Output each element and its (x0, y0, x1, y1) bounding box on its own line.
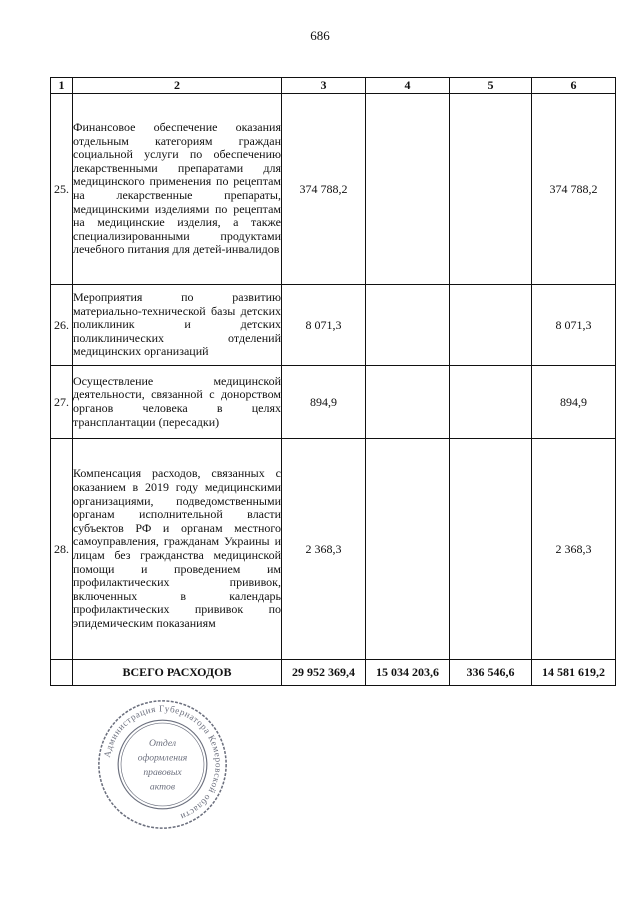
table-row (51, 366, 616, 439)
header-cell-2: 2 (73, 78, 282, 94)
header-cell-4: 4 (366, 78, 450, 94)
total-row (51, 660, 616, 686)
round-seal-stamp-icon (95, 697, 230, 832)
header-cell-1: 1 (51, 78, 73, 94)
row-col5-value (450, 439, 532, 660)
row-col5-value (450, 94, 532, 285)
header-row (51, 78, 616, 94)
page-number: 686 (310, 28, 330, 43)
row-description: Осуществление медицинской деятельности, связанной с донорством органов человека в целях трансплантации (пересадки) (73, 366, 282, 439)
budget-table (50, 77, 616, 686)
row-number: 27. (51, 366, 73, 439)
total-number-cell (51, 660, 73, 686)
table-row (51, 285, 616, 366)
row-number: 28. (51, 439, 73, 660)
total-col4-value: 15 034 203,6 (366, 660, 450, 686)
row-description: Мероприятия по развитию материально-технической базы детских поликлиник и детских поликлинических отделений медицинских организаций (73, 285, 282, 366)
total-col6-value: 14 581 619,2 (532, 660, 616, 686)
row-number: 25. (51, 94, 73, 285)
row-col5-value (450, 366, 532, 439)
row-col6-value: 374 788,2 (532, 94, 616, 285)
row-col6-value: 2 368,3 (532, 439, 616, 660)
row-description: Компенсация расходов, связанных с оказанием в 2019 году медицинскими организациями, подведомственными органам исполнительной власти субъектов РФ и органам местного самоуправления, гражданам Украины и лицам без гражданства медицинской помощи и проведением им профилактических прививок, включенных в календарь профилактических прививок по эпидемическим показаниям (73, 439, 282, 660)
row-col3-value: 894,9 (282, 366, 366, 439)
row-number: 26. (51, 285, 73, 366)
row-description: Финансовое обеспечение оказания отдельным категориям граждан социальной услуги по обеспечению лекарственными препаратами для медицинского применения по рецептам на лекарственные препараты, медицинскими изделиями по рецептам на медицинские изделия, а также специализированными продуктами лечебного питания для детей-инвалидов (73, 94, 282, 285)
row-col4-value (366, 94, 450, 285)
table-row (51, 94, 616, 285)
total-col5-value: 336 546,6 (450, 660, 532, 686)
row-col4-value (366, 439, 450, 660)
table-row (51, 439, 616, 660)
row-col6-value: 894,9 (532, 366, 616, 439)
row-col3-value: 8 071,3 (282, 285, 366, 366)
stamp-center-line: оформления (137, 752, 188, 764)
total-label: ВСЕГО РАСХОДОВ (73, 660, 282, 686)
header-cell-3: 3 (282, 78, 366, 94)
stamp-center-line: Отдел (148, 738, 177, 750)
stamp-ring-text: Администрация Губернатора Кемеровской области (101, 703, 224, 823)
header-cell-6: 6 (532, 78, 616, 94)
row-col5-value (450, 285, 532, 366)
row-col6-value: 8 071,3 (532, 285, 616, 366)
row-col4-value (366, 366, 450, 439)
row-col3-value: 2 368,3 (282, 439, 366, 660)
stamp-center-line: правовых (143, 767, 182, 779)
row-col3-value: 374 788,2 (282, 94, 366, 285)
row-col4-value (366, 285, 450, 366)
total-col3-value: 29 952 369,4 (282, 660, 366, 686)
stamp-center-line: актов (149, 781, 176, 793)
header-cell-5: 5 (450, 78, 532, 94)
